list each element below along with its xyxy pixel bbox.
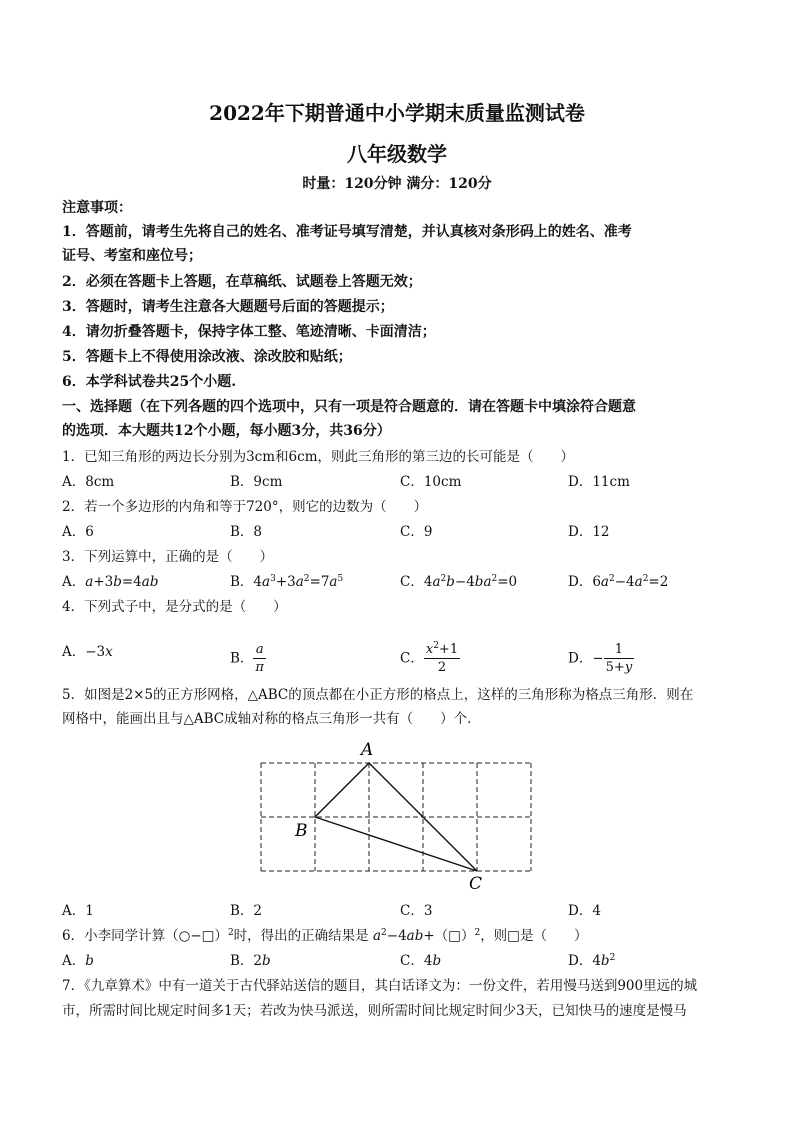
question-1-stem: 1．已知三角形的两边长分别为3cm和6cm，则此三角形的第三边的长可能是（ ） bbox=[62, 449, 574, 465]
q3-option-c bbox=[400, 572, 517, 592]
option-label: D． bbox=[568, 953, 593, 969]
q5-option-b: B．2 bbox=[230, 903, 263, 919]
option-label: C． bbox=[400, 650, 424, 667]
math-exponent: 2 bbox=[609, 953, 616, 963]
q2-option-d: D．12 bbox=[568, 524, 610, 540]
q1-option-d: D．11cm bbox=[568, 474, 630, 490]
question-7-stem-cont: 市，所需时间比规定时间多1天；若改为快马派送，则所需时间比规定时间少3天，已知快马的速度是慢马 bbox=[62, 1003, 687, 1019]
notice-item: 证号、考室和座位号； bbox=[62, 248, 202, 264]
q3-option-a bbox=[62, 572, 158, 592]
q2-option-c: C．9 bbox=[400, 524, 433, 540]
math-text: 4 bbox=[592, 953, 601, 969]
math-text: =0 bbox=[497, 574, 518, 590]
stem-text: ，则□是（ ） bbox=[480, 928, 588, 944]
notice-item: 1．答题前，请考生先将自己的姓名、准考证号填写清楚，并认真核对条形码上的姓名、准考 bbox=[62, 224, 632, 240]
option-label: B． bbox=[230, 574, 254, 590]
math-text: =2 bbox=[648, 574, 669, 590]
option-label: B． bbox=[230, 953, 254, 969]
math-var: a bbox=[85, 574, 94, 590]
math-text: =7 bbox=[309, 574, 330, 590]
math-exponent: 2 bbox=[608, 574, 615, 584]
math-var: x bbox=[425, 642, 434, 657]
math-exponent: 2 bbox=[303, 574, 310, 584]
triangle-abc bbox=[315, 763, 477, 871]
math-text: −4 bbox=[614, 574, 635, 590]
q2-option-b: B．8 bbox=[230, 524, 263, 540]
q6-option-a bbox=[62, 951, 94, 971]
q6-option-c bbox=[400, 951, 441, 971]
notice-item: 6．本学科试卷共25个小题. bbox=[62, 374, 237, 390]
question-5-stem: 5．如图是2×5的正方形网格，△ABC的顶点都在小正方形的格点上，这样的三角形称为格点三角形．则在 bbox=[62, 687, 694, 703]
q1-option-a: A．8cm bbox=[62, 474, 115, 490]
question-5-stem-cont: 网格中，能画出且与△ABC成轴对称的格点三角形一共有（ ）个． bbox=[62, 711, 481, 727]
math-text: −4 bbox=[454, 574, 475, 590]
fraction bbox=[424, 642, 460, 676]
option-label: D． bbox=[568, 574, 593, 590]
math-var: π bbox=[255, 660, 264, 675]
stem-text: 时，得出的正确结果是 bbox=[233, 928, 373, 944]
math-var: a bbox=[295, 574, 304, 590]
math-exponent: 3 bbox=[270, 574, 276, 584]
option-label: C． bbox=[400, 574, 424, 590]
math-exponent: 2 bbox=[381, 928, 387, 938]
dashed-grid bbox=[261, 763, 531, 871]
math-var: a bbox=[372, 928, 382, 944]
option-label: A． bbox=[62, 953, 86, 969]
math-var: b bbox=[432, 953, 442, 969]
notice-item: 2．必须在答题卡上答题，在草稿纸、试题卷上答题无效； bbox=[62, 274, 422, 290]
math-text: −4 bbox=[386, 928, 407, 944]
vertex-a-label: A bbox=[361, 740, 374, 760]
notice-heading: 注意事项： bbox=[62, 200, 132, 216]
option-label: A． bbox=[62, 574, 86, 590]
math-var: a bbox=[432, 574, 441, 590]
vertex-c-label: C bbox=[469, 874, 483, 894]
q4-option-c bbox=[400, 642, 460, 676]
question-4-stem: 4．下列式子中，是分式的是（ ） bbox=[62, 599, 287, 615]
math-var: a bbox=[255, 642, 264, 657]
math-text: =4 bbox=[121, 574, 142, 590]
q6-option-b bbox=[230, 951, 271, 971]
notice-item: 3．答题时，请考生注意各大题题号后面的答题提示； bbox=[62, 299, 394, 315]
math-text: +1 bbox=[438, 642, 459, 657]
math-var: ab bbox=[406, 928, 424, 944]
q3-option-d bbox=[568, 572, 668, 592]
math-var: ab bbox=[141, 574, 159, 590]
notice-item: 4．请勿折叠答题卡，保持字体工整、笔迹清晰、卡面清洁； bbox=[62, 324, 436, 340]
section-heading-cont: 的选项．本大题共12个小题，每小题3分，共36分） bbox=[62, 423, 391, 439]
math-text: −3 bbox=[85, 644, 106, 660]
math-exponent: 2 bbox=[433, 641, 439, 651]
q6-option-d bbox=[568, 951, 615, 971]
math-text: +3 bbox=[93, 574, 114, 590]
question-7-stem: 7．《九章算术》中有一道关于古代驿站送信的题目，其白话译文为：一份文件，若用慢马送到900里远的城 bbox=[62, 978, 698, 994]
question-3-stem: 3．下列运算中，正确的是（ ） bbox=[62, 549, 274, 565]
math-text: +3 bbox=[275, 574, 296, 590]
math-var: a bbox=[634, 574, 643, 590]
math-exponent: 2 bbox=[440, 574, 447, 584]
math-exponent: 5 bbox=[337, 574, 344, 584]
math-var: b bbox=[600, 953, 610, 969]
grid-figure bbox=[255, 735, 545, 897]
question-6-stem bbox=[62, 926, 587, 946]
q4-option-d bbox=[568, 642, 634, 676]
math-text: 6 bbox=[592, 574, 601, 590]
math-var: b bbox=[113, 574, 122, 590]
math-text: +（□） bbox=[423, 928, 475, 944]
math-text: 5+ bbox=[605, 660, 625, 675]
section-heading: 一、选择题（在下列各题的四个选项中，只有一项是符合题意的．请在答题卡中填涂符合题意 bbox=[62, 399, 636, 415]
math-text: 1 bbox=[614, 642, 624, 657]
question-2-stem: 2．若一个多边形的内角和等于720°，则它的边数为（ ） bbox=[62, 499, 428, 515]
option-label: A． bbox=[62, 644, 86, 660]
q4-option-a bbox=[62, 642, 113, 662]
math-exponent: 2 bbox=[227, 928, 234, 938]
math-exponent: 2 bbox=[491, 574, 498, 584]
q5-option-d: D．4 bbox=[568, 903, 601, 919]
q2-option-a: A．6 bbox=[62, 524, 94, 540]
option-label: B． bbox=[230, 650, 254, 667]
option-label: C． bbox=[400, 953, 424, 969]
math-var: y bbox=[624, 660, 633, 675]
math-var: b bbox=[446, 574, 455, 590]
notice-item: 5．答题卡上不得使用涂改液、涂改胶和贴纸； bbox=[62, 349, 352, 365]
q5-option-c: C．3 bbox=[400, 903, 433, 919]
math-text: 4 bbox=[253, 574, 263, 590]
q1-option-c: C．10cm bbox=[400, 474, 462, 490]
fraction bbox=[604, 642, 635, 676]
exam-title: 2022年下期普通中小学期末质量监测试卷 bbox=[209, 101, 585, 125]
math-text: 2 bbox=[437, 660, 447, 675]
stem-text: 6．小李同学计算（○−□） bbox=[62, 928, 228, 944]
vertex-b-label: B bbox=[295, 821, 308, 841]
math-text: − bbox=[592, 650, 604, 667]
math-var: b bbox=[262, 953, 271, 969]
math-exponent: 2 bbox=[474, 928, 481, 938]
math-var: a bbox=[329, 574, 338, 590]
math-text: 4 bbox=[423, 953, 433, 969]
exam-time-info: 时量：120分钟 满分：120分 bbox=[302, 176, 492, 192]
exam-subject: 八年级数学 bbox=[347, 142, 447, 166]
q5-option-a: A．1 bbox=[62, 903, 94, 919]
math-text: 4 bbox=[423, 574, 433, 590]
q3-option-b bbox=[230, 572, 343, 592]
fraction bbox=[253, 642, 266, 676]
q4-option-b bbox=[230, 642, 266, 676]
math-var: a bbox=[262, 574, 271, 590]
q1-option-b: B．9cm bbox=[230, 474, 283, 490]
math-text: 2 bbox=[253, 953, 263, 969]
math-var: a bbox=[600, 574, 609, 590]
math-var: x bbox=[105, 644, 113, 660]
math-var: ba bbox=[474, 574, 492, 590]
math-var: b bbox=[85, 953, 94, 969]
option-label: D． bbox=[568, 650, 593, 667]
math-exponent: 2 bbox=[642, 574, 649, 584]
